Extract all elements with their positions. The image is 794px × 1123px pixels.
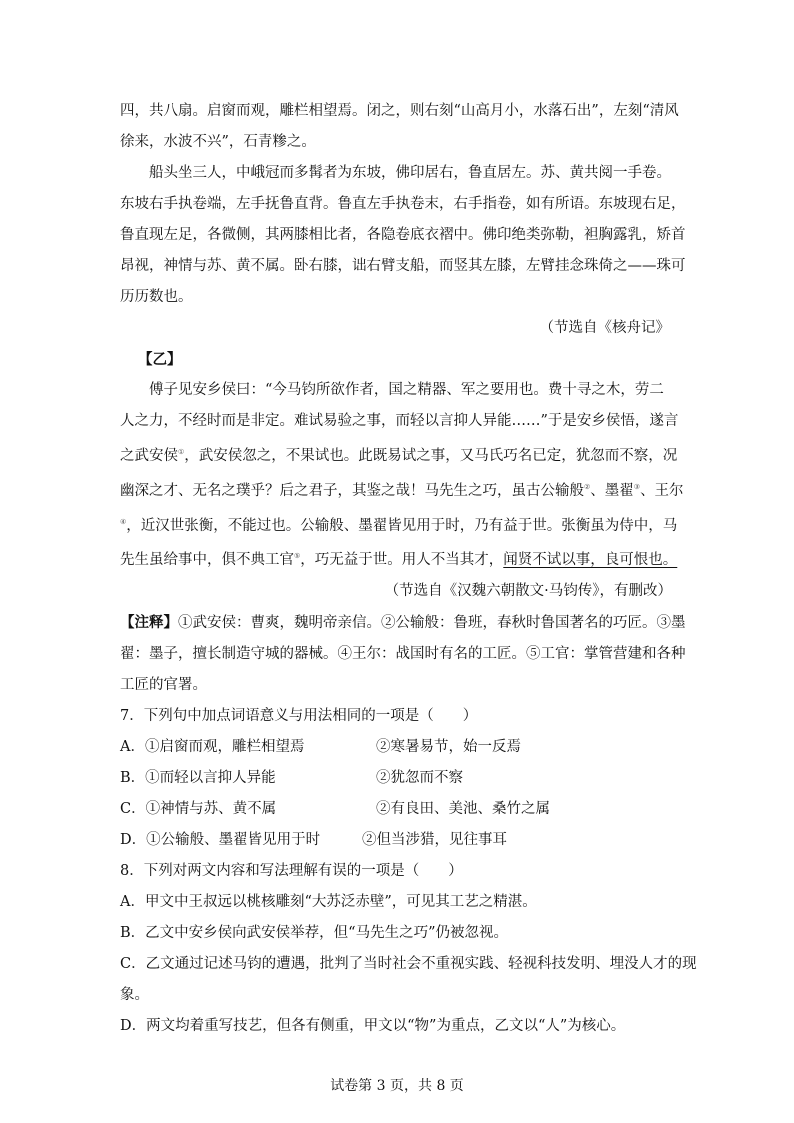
q7-option-a — [120, 732, 676, 763]
q8-option-a: A．甲文中王叔远以桃核雕刻“大苏泛赤壁”，可见其工艺之精湛。 — [120, 894, 537, 911]
q7-option-b-part1: B．①而轻以言抑人异能 — [120, 770, 276, 787]
q8-option-c-cont: 象。 — [120, 987, 149, 1004]
notes-line-1 — [120, 607, 686, 639]
q7-option-d-part2: ②但当涉猎，见往事耳 — [362, 832, 507, 849]
q7-option-a-part1: A．①启窗而观，雕栏相望焉 — [120, 739, 305, 756]
q7-option-c-part1: C．①神情与苏、黄不属 — [120, 801, 277, 818]
q7-option-b — [120, 763, 676, 794]
notes-line-3: 工匠的官署。 — [120, 677, 207, 694]
yi-line-6-text-a: 先生虽给事中，俱不典工官 — [120, 552, 294, 569]
q7-option-b-part2: ②犹忽而不察 — [376, 770, 463, 787]
yi-line-1: 傅子见安乡侯曰：“今马钧所欲作者，国之精器、军之要用也。费十寻之木，劳二 — [149, 382, 664, 398]
jia-line-4: 东坡右手执卷端，左手抚鲁直背。鲁直左手执卷末，右手指卷，如有所语。东坡现右足， — [120, 196, 686, 212]
exam-page — [120, 96, 697, 1042]
notes-line-2: 翟：墨子，擅长制造守城的器械。④王尔：战国时有名的工匠。⑤工官：掌管营建和各种 — [120, 646, 686, 663]
notes-line-1-text: ①武安侯：曹爽，魏明帝亲信。②公输般：鲁班，春秋时鲁国著名的巧匠。③墨 — [178, 615, 686, 632]
yi-line-3-text-a: 之武安侯 — [120, 447, 178, 464]
yi-line-2: 人之力，不经时而是非定。难试易验之事，而轻以言抑人异能……”于是安乡侯悟，遂言 — [120, 413, 679, 429]
footnote-ref-4: ④ — [120, 517, 127, 526]
jia-line-7: 历历数也。 — [120, 289, 193, 305]
footnote-ref-1: ① — [178, 448, 185, 456]
jia-line-2: 徐来，水波不兴”，石青糁之。 — [120, 134, 316, 150]
yi-line-4-text-a: 幽深之才、无名之璞乎？后之君子，其鉴之哉！马先生之巧，虽古公输般 — [120, 482, 584, 499]
q8-stem: 8．下列对两文内容和写法理解有误的一项是（ ） — [120, 863, 463, 880]
jia-line-1: 四，共八扇。启窗而观，雕栏相望焉。闭之，则右刻“山高月小，水落石出”，左刻“清风 — [120, 103, 679, 119]
yi-line-6-text-b: ，巧无益于世。用人不当其才， — [300, 552, 504, 569]
yi-line-4-text-c: 、王尔 — [640, 482, 684, 499]
yi-line-6 — [120, 541, 676, 576]
jia-line-3: 船头坐三人，中峨冠而多髯者为东坡，佛印居右，鲁直居左。苏、黄共阅一手卷。 — [149, 165, 671, 181]
yi-heading: 【乙】 — [138, 351, 182, 368]
page-footer: 试卷第 3 页，共 8 页 — [330, 1078, 464, 1094]
yi-line-4-text-b: 、墨翟 — [590, 482, 634, 499]
footnote-ref-5: ⑤ — [294, 552, 301, 561]
q7-option-a-part2: ②寒暑易节，始一反焉 — [376, 739, 521, 756]
footnote-ref-3: ③ — [633, 482, 641, 491]
q8-option-c: C．乙文通过记述马钧的遭遇，批判了当时社会不重视实践、轻视科技发明、埋没人才的现 — [120, 956, 697, 973]
yi-line-3-text-b: ，武安侯忽之，不果试也。此既易试之事，又马氏巧名已定，犹忽而不察，况 — [184, 447, 678, 464]
q7-option-c-part2: ②有良田、美池、桑竹之属 — [376, 801, 550, 818]
notes-label: 【注释】 — [120, 614, 178, 632]
footnote-ref-2: ② — [584, 482, 591, 491]
q8-option-d: D．两文均着重写技艺，但各有侧重，甲文以“物”为重点，乙文以“人”为核心。 — [120, 1018, 626, 1035]
q7-option-d — [120, 825, 676, 856]
yi-line-5 — [120, 507, 676, 542]
jia-line-6: 昂视，神情与苏、黄不属。卧右膝，诎右臂支船，而竖其左膝，左臂挂念珠倚之——珠可 — [120, 258, 686, 274]
q7-option-d-part1: D．①公输般、墨翟皆见用于时 — [120, 832, 321, 849]
yi-line-4 — [120, 472, 684, 507]
yi-source: （节选自《汉魏六朝散文·马钧传》，有删改） — [384, 583, 672, 600]
yi-line-5-text: ，近汉世张衡，不能过也。公输般、墨翟皆见用于时，乃有益于世。张衡虽为侍中，马 — [126, 517, 678, 534]
jia-line-5: 鲁直现左足，各微侧，其两膝相比者，各隐卷底衣褶中。佛印绝类弥勒，袒胸露乳，矫首 — [120, 227, 686, 243]
yi-line-3 — [120, 437, 676, 472]
q7-option-c — [120, 794, 676, 825]
underlined-sentence: 闻贤不试以事，良可恨也。 — [503, 552, 678, 569]
jia-source: （节选自《核舟记》 — [539, 320, 670, 336]
q7-stem: 7．下列句中加点词语意义与用法相同的一项是（ ） — [120, 708, 478, 725]
q8-option-b: B．乙文中安乡侯向武安侯举荐，但“马先生之巧”仍被忽视。 — [120, 925, 508, 942]
